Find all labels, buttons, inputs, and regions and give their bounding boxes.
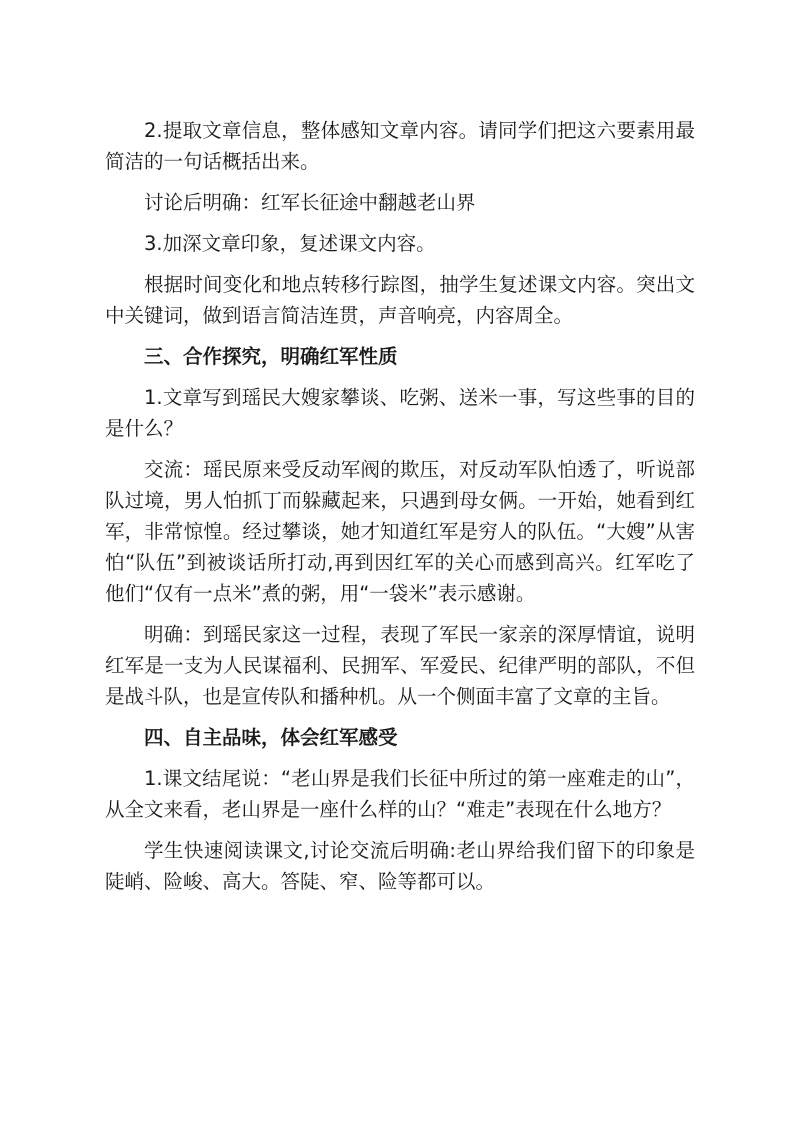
paragraph-question-one: 1.文章写到瑶民大嫂家攀谈、吃粥、送米一事，写这些事的目的是什么？ xyxy=(105,386,695,440)
paragraph-ending-question: 1.课文结尾说：“老山界是我们长征中所过的第一座难走的山”，从全文来看，老山界是一座什么样的山？“难走”表现在什么地方？ xyxy=(105,767,695,821)
paragraph-discussion-conclusion: 讨论后明确：红军长征途中翻越老山界 xyxy=(144,191,476,214)
section-heading-four: 四、自主品味，体会红军感受 xyxy=(144,726,398,749)
paragraph-exchange: 交流：瑶民原来受反动军阀的欺压，对反动军队怕透了，听说部队过境，男人怕抓丁而躲藏起来，只遇到母女俩。一开始，她看到红军，非常惊惶。经过攀谈，她才知道红军是穷人的队伍。“大嫂”从害怕“队伍”到被谈话所打动,再到因红军的关心而感到高兴。红军吃了他们“仅有一点米”煮的粥，用“一袋米”表示感谢。 xyxy=(105,458,695,605)
paragraph-clarification: 明确：到瑶民家这一过程，表现了军民一家亲的深厚情谊，说明红军是一支为人民谋福利、民拥军、军爱民、纪律严明的部队，不但是战斗队，也是宣传队和播种机。从一个侧面丰富了文章的主旨。 xyxy=(105,623,695,708)
paragraph-summarize-task: 2.提取文章信息，整体感知文章内容。请同学们把这六要素用最简洁的一句话概括出来。 xyxy=(105,119,695,173)
paragraph-retell-method: 根据时间变化和地点转移行踪图，抽学生复述课文内容。突出文中关键词，做到语言简洁连贯，声音响亮，内容周全。 xyxy=(105,273,695,327)
paragraph-retell-task: 3.加深文章印象，复述课文内容。 xyxy=(144,232,436,255)
paragraph-student-answer: 学生快速阅读课文,讨论交流后明确:老山界给我们留下的印象是陡峭、险峻、高大。答陡、窄、险等都可以。 xyxy=(105,839,695,893)
document-body xyxy=(105,115,695,907)
section-heading-three: 三、合作探究，明确红军性质 xyxy=(144,345,398,368)
